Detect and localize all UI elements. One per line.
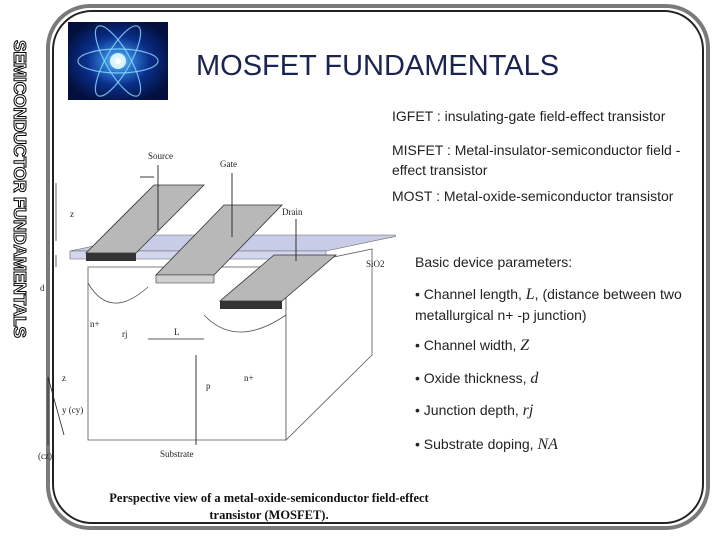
parameter-text: • Channel length, [415,286,526,302]
vertical-title: SEMICONDUCTOR FUNDAMENTALS [10,40,30,338]
parameter-text: • Substrate doping, [415,436,538,452]
atom-icon [68,22,168,100]
parameter-text: • Channel width, [415,337,521,353]
definition-text: : Metal-oxide-semiconductor transistor [432,188,674,204]
label-x: (cz) [38,451,52,461]
label-z-axis: z [62,373,66,383]
source-contact-edge [86,253,136,261]
label-n-plus-left: n+ [90,319,100,329]
parameter-channel-width [415,335,529,356]
parameter-symbol: Z [520,337,530,354]
label-y: y (cy) [62,405,84,415]
definition-abbr: MOST [392,188,433,204]
definition-abbr: MISFET [392,142,444,158]
label-drain: Drain [282,207,303,217]
drain-contact-edge [220,301,282,309]
parameter-text: • Oxide thickness, [415,370,531,386]
definition-text: : Metal-insulator-semiconductor field -effect transistor [392,142,681,178]
label-rj: rj [122,329,128,339]
mosfet-perspective-diagram [36,145,396,470]
sidebar [0,0,40,540]
label-z: z [70,209,74,219]
parameter-oxide-thickness [415,368,538,389]
definition-igfet [392,106,665,126]
label-gate: Gate [220,159,237,169]
label-p: p [206,381,211,391]
parameter-text: • Junction depth, [415,402,523,418]
parameter-junction-depth [415,400,533,421]
definition-abbr: IGFET [392,108,433,124]
page-title: MOSFET FUNDAMENTALS [196,50,560,82]
figure-caption: Perspective view of a metal-oxide-semiconductor field-effect transistor (MOSFET). [109,491,429,522]
label-sio2: SiO2 [366,259,385,269]
label-L: L [174,327,180,337]
label-source: Source [148,151,173,161]
definition-text: : insulating-gate field-effect transistor [432,108,666,124]
parameter-substrate-doping [415,434,558,455]
parameter-symbol: NA [537,436,558,453]
parameters-heading: Basic device parameters: [415,254,573,270]
definition-misfet [392,140,714,180]
parameter-symbol: L [525,286,535,303]
definition-most [392,186,673,206]
label-n-plus-right: n+ [244,373,254,383]
parameter-symbol: rj [522,402,534,419]
parameter-extra: , (distance between two metallurgical n+ -p junction) [415,286,682,323]
gate-contact-edge [156,275,214,283]
atom-logo-image [68,22,168,100]
parameter-channel-length [415,284,705,325]
label-substrate: Substrate [160,449,194,459]
label-d: d [40,283,45,293]
parameter-symbol: d [530,370,539,387]
